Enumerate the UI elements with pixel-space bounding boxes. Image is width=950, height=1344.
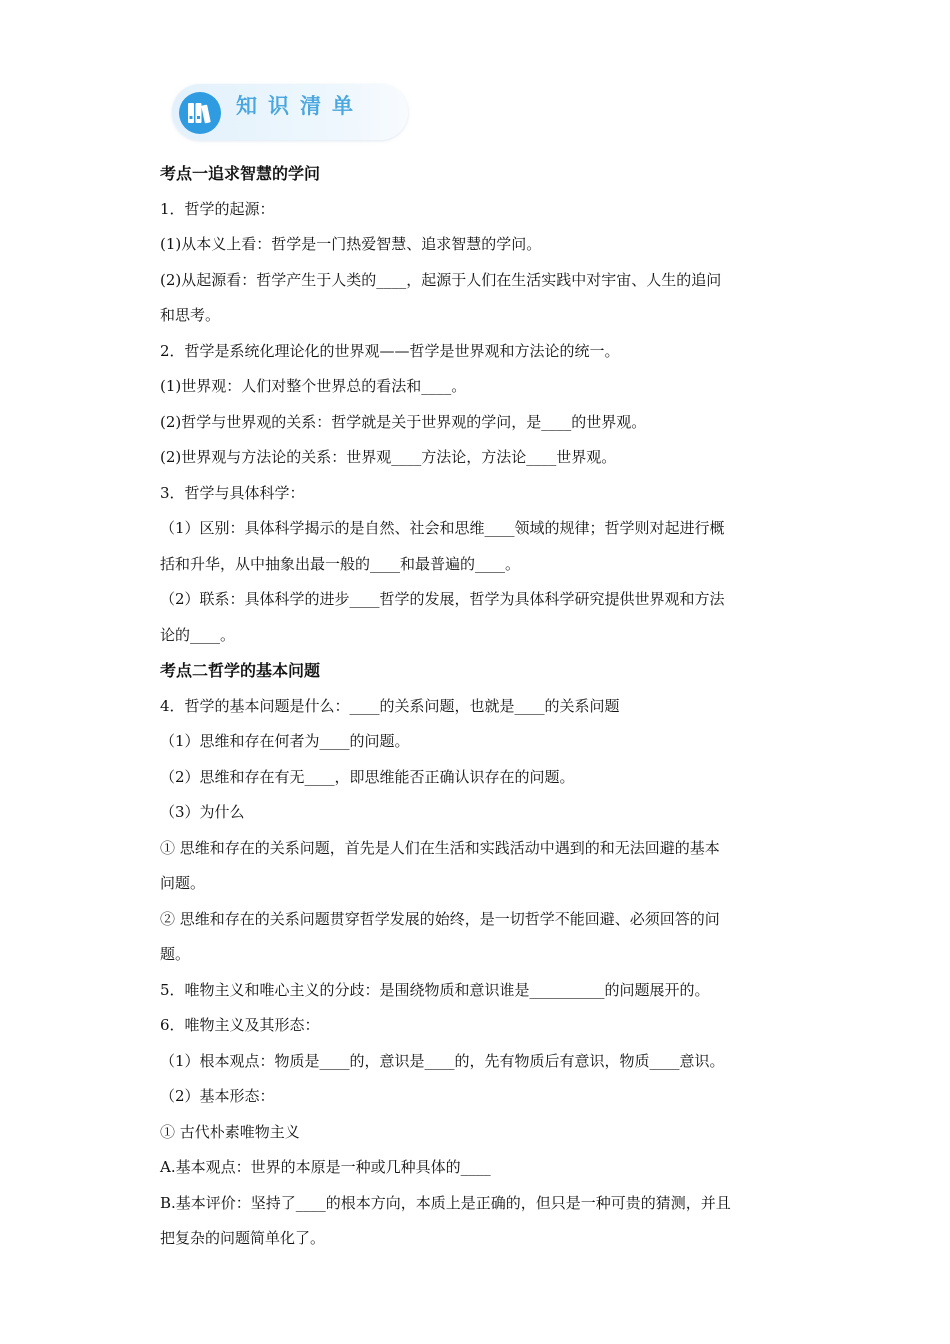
text-line: 1．哲学的起源： <box>160 199 275 218</box>
knowledge-list-badge <box>172 84 408 140</box>
document-body <box>160 156 800 1257</box>
text-line: （2）联系：具体科学的进步____哲学的发展，哲学为具体科学研究提供世界观和方法 <box>160 590 725 608</box>
text-line: ② 思维和存在的关系问题贯穿哲学发展的始终，是一切哲学不能回避、必须回答的问 <box>160 909 720 928</box>
text-line: (1)从本义上看：哲学是一门热爱智慧、追求智慧的学问。 <box>160 235 542 253</box>
text-line: 题。 <box>160 945 191 963</box>
text-line: 3．哲学与具体科学： <box>160 483 305 502</box>
text-line: (2)从起源看：哲学产生于人类的____，起源于人们在生活实践中对宇宙、人生的追问 <box>160 270 722 289</box>
badge-title: 知识清单 <box>236 94 364 118</box>
text-line: 把复杂的问题简单化了。 <box>160 1229 326 1247</box>
text-line: 问题。 <box>160 874 206 892</box>
section-heading: 考点二哲学的基本问题 <box>160 661 321 680</box>
text-line: ① 古代朴素唯物主义 <box>160 1122 300 1141</box>
binders-icon <box>179 92 221 134</box>
text-line: （2）基本形态： <box>160 1087 275 1105</box>
text-line: A.基本观点：世界的本原是一种或几种具体的____ <box>160 1158 491 1176</box>
text-line: 论的____。 <box>160 625 236 644</box>
text-line: (1)世界观：人们对整个世界总的看法和____。 <box>160 377 467 395</box>
text-line: ① 思维和存在的关系问题，首先是人们在生活和实践活动中遇到的和无法回避的基本 <box>160 838 720 857</box>
section-heading: 考点一追求智慧的学问 <box>160 164 321 183</box>
text-line: （3）为什么 <box>160 803 245 821</box>
text-line: (2)世界观与方法论的关系：世界观____方法论，方法论____世界观。 <box>160 448 617 466</box>
text-line: 2．哲学是系统化理论化的世界观——哲学是世界观和方法论的统一。 <box>160 341 620 360</box>
text-line: （1）区别：具体科学揭示的是自然、社会和思维____领域的规律；哲学则对起进行概 <box>160 519 725 537</box>
text-line: B.基本评价：坚持了____的根本方向，本质上是正确的，但只是一种可贵的猜测，并且 <box>160 1193 731 1212</box>
text-line: (2)哲学与世界观的关系：哲学就是关于世界观的学问，是____的世界观。 <box>160 412 647 431</box>
text-line: （1）根本观点：物质是____的，意识是____的，先有物质后有意识，物质____意识。 <box>160 1051 725 1070</box>
text-line: （2）思维和存在有无____，即思维能否正确认识存在的问题。 <box>160 767 575 786</box>
text-line: 和思考。 <box>160 306 221 324</box>
text-line: 4．哲学的基本问题是什么：____的关系问题，也就是____的关系问题 <box>160 696 620 715</box>
text-line: 5．唯物主义和唯心主义的分歧：是围绕物质和意识谁是__________的问题展开的。 <box>160 980 710 999</box>
text-line: （1）思维和存在何者为____的问题。 <box>160 732 410 750</box>
text-line: 6．唯物主义及其形态： <box>160 1016 320 1034</box>
text-line: 括和升华，从中抽象出最一般的____和最普遍的____。 <box>160 554 521 573</box>
